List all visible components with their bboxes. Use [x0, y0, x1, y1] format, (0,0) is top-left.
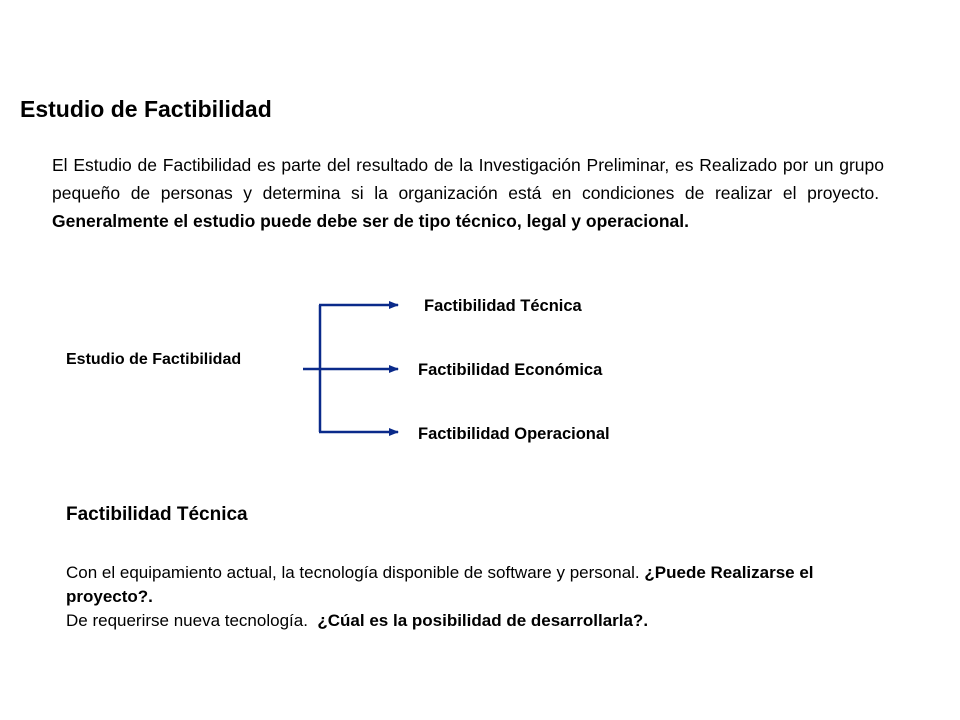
section-title: Factibilidad Técnica	[66, 504, 248, 525]
branch-operacional: Factibilidad Operacional	[418, 425, 610, 443]
section-line1-text: Con el equipamiento actual, la tecnología disponible de software y personal.	[66, 563, 640, 582]
section-line1-emphasis: ¿Puede Realizarse el proyecto?.	[66, 563, 814, 606]
intro-emphasis: Generalmente el estudio puede debe ser de tipo técnico, legal y operacional.	[52, 211, 689, 231]
section-line2-text: De requerirse nueva tecnología.	[66, 611, 308, 630]
intro-text: El Estudio de Factibilidad es parte del resultado de la Investigación Preliminar, es Realizado por un grupo pequeño de personas y determina si la organización está en condiciones de realizar el proyecto.	[52, 155, 884, 203]
section-line2-emphasis: ¿Cúal es la posibilidad de desarrollarla?.	[317, 611, 649, 630]
branch-economica: Factibilidad Económica	[418, 361, 603, 379]
branch-tecnica: Factibilidad Técnica	[424, 297, 582, 315]
slide-title: Estudio de Factibilidad	[20, 96, 272, 122]
diagram-root-label: Estudio de Factibilidad	[66, 351, 242, 368]
section-body	[66, 561, 886, 633]
